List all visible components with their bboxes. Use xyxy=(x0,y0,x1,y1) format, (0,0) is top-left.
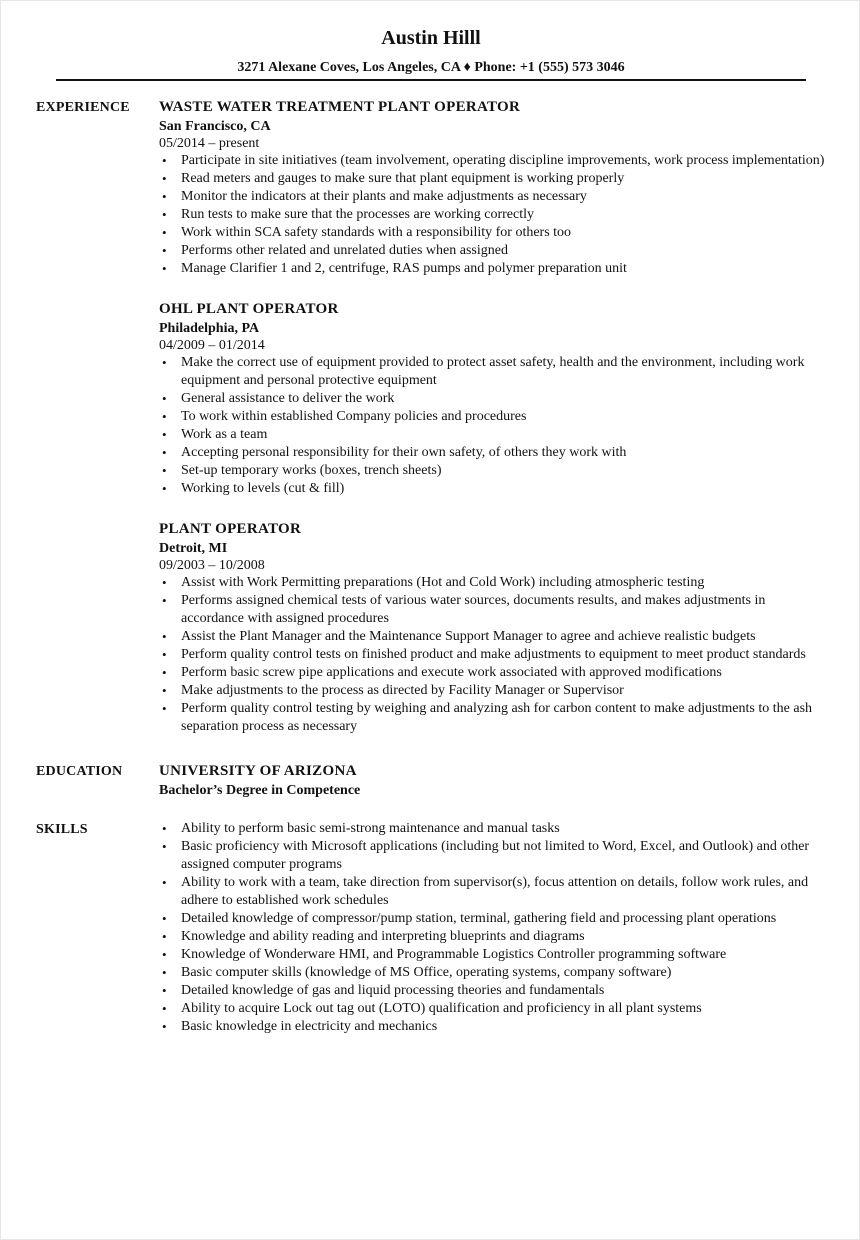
duty-item: • General assistance to deliver the work xyxy=(159,390,826,408)
job-duties xyxy=(159,152,826,278)
candidate-name: Austin Hilll xyxy=(381,27,481,49)
education-section xyxy=(36,762,826,800)
experience-content xyxy=(159,98,826,736)
job-location: San Francisco, CA xyxy=(159,119,271,134)
skills-label: SKILLS xyxy=(36,822,88,837)
duty-item: • To work within established Company policies and procedures xyxy=(159,408,826,426)
duty-item: • Perform basic screw pipe applications and execute work associated with approved modifications xyxy=(159,664,826,682)
skill-item: • Basic proficiency with Microsoft applications (including but not limited to Word, Excel, and Outlook) and other assigned computer programs xyxy=(159,838,826,874)
skill-item: • Ability to acquire Lock out tag out (LOTO) qualification and proficiency in all plant systems xyxy=(159,1000,826,1018)
duty-item: • Make adjustments to the process as directed by Facility Manager or Supervisor xyxy=(159,682,826,700)
experience-label: EXPERIENCE xyxy=(36,100,130,115)
job-duties xyxy=(159,574,826,736)
skill-item: • Basic computer skills (knowledge of MS Office, operating systems, company software) xyxy=(159,964,826,982)
education-label: EDUCATION xyxy=(36,764,123,779)
duty-item: • Manage Clarifier 1 and 2, centrifuge, RAS pumps and polymer preparation unit xyxy=(159,260,826,278)
duty-item: • Performs other related and unrelated duties when assigned xyxy=(159,242,826,260)
job-title: OHL PLANT OPERATOR xyxy=(159,301,339,317)
resume-header xyxy=(56,25,806,77)
job-dates: 04/2009 – 01/2014 xyxy=(159,338,265,353)
duty-item: • Working to levels (cut & fill) xyxy=(159,480,826,498)
experience-section xyxy=(36,98,826,736)
degree-name: Bachelor’s Degree in Competence xyxy=(159,783,361,798)
resume-body xyxy=(36,98,826,1036)
job-entry xyxy=(159,300,826,498)
job-dates: 09/2003 – 10/2008 xyxy=(159,558,265,573)
duty-item: • Read meters and gauges to make sure that plant equipment is working properly xyxy=(159,170,826,188)
skill-item: • Ability to work with a team, take direction from supervisor(s), focus attention on details, follow work rules, and adhere to established work schedules xyxy=(159,874,826,910)
header-divider xyxy=(56,79,806,81)
duty-item: • Work as a team xyxy=(159,426,826,444)
job-title: WASTE WATER TREATMENT PLANT OPERATOR xyxy=(159,99,521,115)
duty-item: • Participate in site initiatives (team involvement, operating discipline improvements, work process implementation) xyxy=(159,152,826,170)
skill-item: • Detailed knowledge of gas and liquid processing theories and fundamentals xyxy=(159,982,826,1000)
skills-content xyxy=(159,820,826,1036)
job-dates: 05/2014 – present xyxy=(159,136,260,151)
job-title: PLANT OPERATOR xyxy=(159,521,302,537)
duty-item: • Work within SCA safety standards with a responsibility for others too xyxy=(159,224,826,242)
skill-item: • Knowledge and ability reading and interpreting blueprints and diagrams xyxy=(159,928,826,946)
duty-item: • Assist the Plant Manager and the Maintenance Support Manager to agree and achieve realistic budgets xyxy=(159,628,826,646)
skill-item: • Detailed knowledge of compressor/pump station, terminal, gathering field and processing plant operations xyxy=(159,910,826,928)
duty-item: • Run tests to make sure that the processes are working correctly xyxy=(159,206,826,224)
school-name: UNIVERSITY OF ARIZONA xyxy=(159,763,357,779)
job-duties xyxy=(159,354,826,498)
skill-item: • Basic knowledge in electricity and mechanics xyxy=(159,1018,826,1036)
skill-item: • Ability to perform basic semi-strong maintenance and manual tasks xyxy=(159,820,826,838)
skill-item: • Knowledge of Wonderware HMI, and Programmable Logistics Controller programming software xyxy=(159,946,826,964)
duty-item: • Set-up temporary works (boxes, trench sheets) xyxy=(159,462,826,480)
duty-item: • Monitor the indicators at their plants and make adjustments as necessary xyxy=(159,188,826,206)
duty-item: • Perform quality control testing by weighing and analyzing ash for carbon content to make adjustments to the ash separation process as necessary xyxy=(159,700,826,736)
job-entry xyxy=(159,520,826,736)
duty-item: • Assist with Work Permitting preparations (Hot and Cold Work) including atmospheric testing xyxy=(159,574,826,592)
duty-item: • Performs assigned chemical tests of various water sources, documents results, and makes adjustments in accordance with assigned procedures xyxy=(159,592,826,628)
job-location: Philadelphia, PA xyxy=(159,321,260,336)
duty-item: • Accepting personal responsibility for their own safety, of others they work with xyxy=(159,444,826,462)
duty-item: • Perform quality control tests on finished product and make adjustments to equipment to meet product standards xyxy=(159,646,826,664)
skills-section xyxy=(36,820,826,1036)
duty-item: • Make the correct use of equipment provided to protect asset safety, health and the environment, including work equipment and personal protective equipment xyxy=(159,354,826,390)
job-location: Detroit, MI xyxy=(159,541,228,556)
job-entry xyxy=(159,98,826,278)
skills-list xyxy=(159,820,826,1036)
education-content xyxy=(159,762,826,800)
contact-line: 3271 Alexane Coves, Los Angeles, CA ♦ Phone: +1 (555) 573 3046 xyxy=(237,60,625,75)
